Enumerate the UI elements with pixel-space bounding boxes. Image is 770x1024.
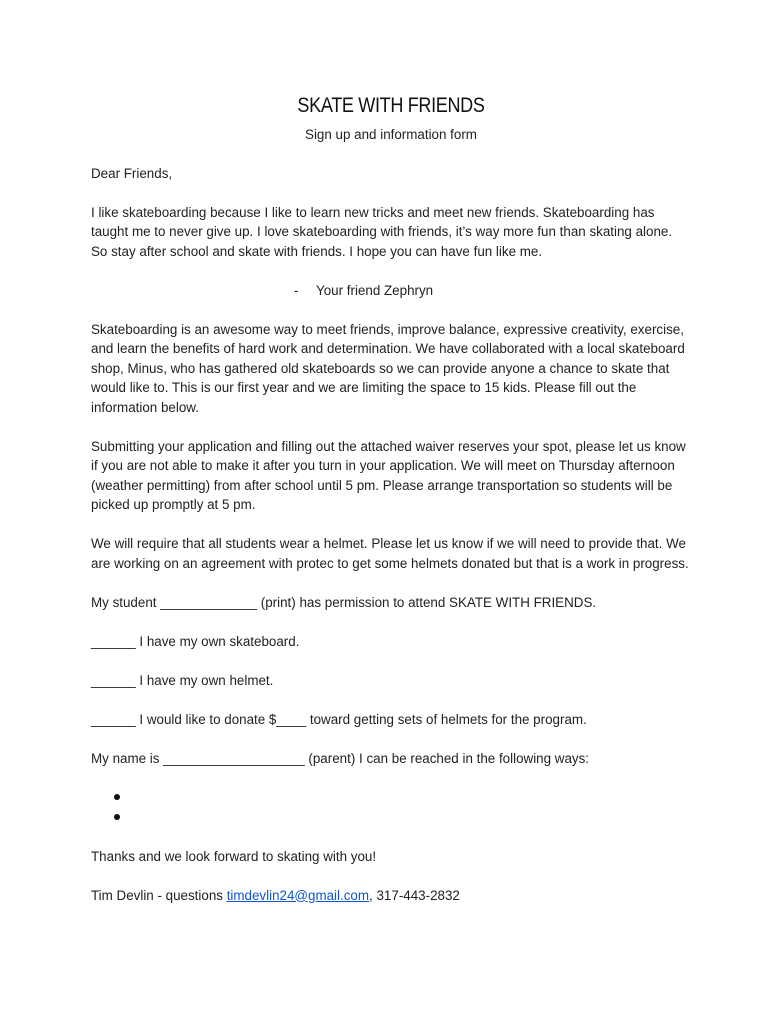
paragraph-application-info: Submitting your application and filling out the attached waiver reserves your spot, please let us know if you are not able to make it after you turn in your application. We will meet on Thursday afternoon (weather permitting) from after school until 5 pm. Please arrange transportation so students will be picked up promptly at 5 pm.: [91, 438, 686, 512]
form-line-donate: ______ I would like to donate $____ toward getting sets of helmets for the program.: [91, 711, 587, 727]
signoff-dash: -: [294, 282, 299, 298]
closing-line: Thanks and we look forward to skating with you!: [91, 848, 377, 864]
form-line-student-permission: My student _____________ (print) has permission to attend SKATE WITH FRIENDS.: [91, 594, 597, 610]
signoff: [91, 281, 691, 301]
signoff-name: Your friend Zephryn: [316, 282, 434, 298]
bullet-icon: [114, 814, 120, 820]
contact-line: [91, 886, 691, 906]
document-page: [91, 92, 691, 905]
form-line-parent-name: My name is ___________________ (parent) I can be reached in the following ways:: [91, 750, 590, 766]
contact-suffix: , 317-443-2832: [369, 887, 460, 903]
list-item: [111, 807, 691, 827]
contact-email-link[interactable]: timdevlin24@gmail.com: [226, 887, 370, 903]
paragraph-helmet-info: We will require that all students wear a helmet. Please let us know if we will need to provide that. We are working on an agreement with protec to get some helmets donated but that is a work in progress.: [91, 536, 689, 571]
list-item: [111, 787, 691, 807]
greeting: Dear Friends,: [91, 165, 173, 181]
form-line-own-skateboard: ______ I have my own skateboard.: [91, 633, 300, 649]
intro-paragraph: I like skateboarding because I like to learn new tricks and meet new friends. Skateboarding has taught me to never give up. I love skateboarding with friends, it’s way more fun than skating alone. So stay after school and skate with friends. I hope you can have fun like me.: [91, 204, 673, 259]
contact-methods-list: [91, 787, 691, 827]
bullet-icon: [114, 794, 120, 800]
document-subtitle: Sign up and information form: [305, 127, 477, 142]
form-line-own-helmet: ______ I have my own helmet.: [91, 672, 274, 688]
contact-prefix: Tim Devlin - questions: [91, 887, 227, 903]
document-title: SKATE WITH FRIENDS: [297, 94, 485, 117]
paragraph-program-info: Skateboarding is an awesome way to meet friends, improve balance, expressive creativity, exercise, and learn the benefits of hard work and determination. We have collaborated with a local skateboard shop, Minus, who has gathered old skateboards so we can provide anyone a chance to skate that would like to. This is our first year and we are limiting the space to 15 kids. Please fill out the information below.: [91, 321, 685, 415]
